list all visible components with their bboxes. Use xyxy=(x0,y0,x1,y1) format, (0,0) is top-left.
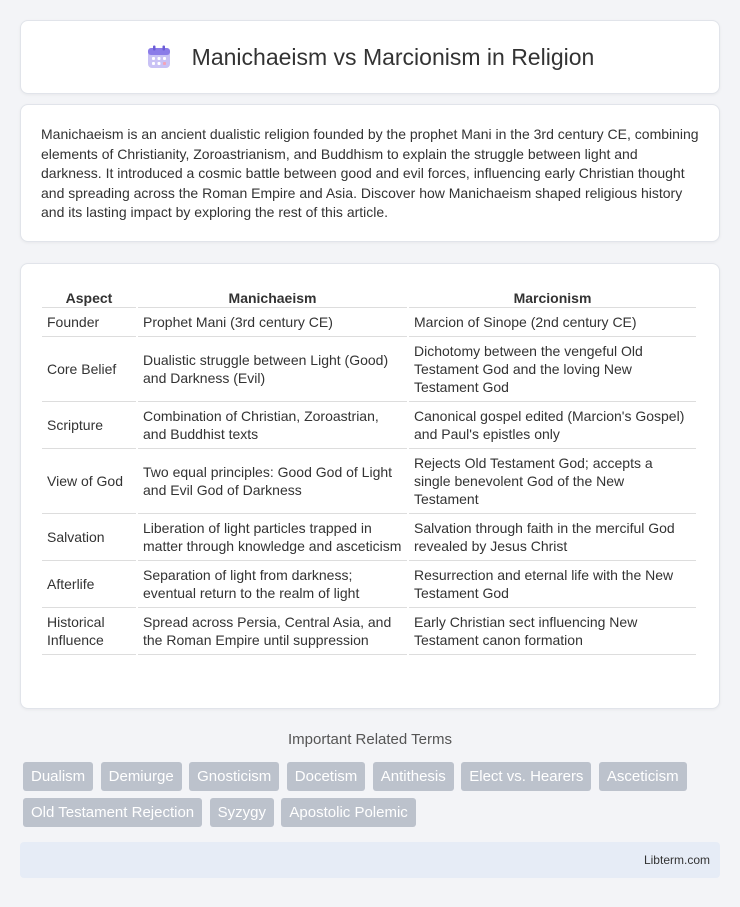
cell-aspect: Scripture xyxy=(42,402,136,449)
related-terms-list xyxy=(23,762,723,834)
intro-text: Manichaeism is an ancient dualistic religion founded by the prophet Mani in the 3rd century CE, combining elements of Christianity, Zoroastrianism, and Buddhism to explain the struggle between light and darkness. It introduced a cosmic battle between good and evil forces, influencing early Christian thought and spreading across the Roman Empire and Asia. Discover how Manichaeism shaped religious history and its lasting impact by exploring the rest of this article. xyxy=(41,126,699,220)
tag-demiurge[interactable]: Demiurge xyxy=(101,762,182,791)
header-aspect: Aspect xyxy=(42,282,136,308)
table-row xyxy=(42,449,696,514)
cell-manichaeism: Liberation of light particles trapped in matter through knowledge and asceticism xyxy=(138,514,407,561)
tag-gnosticism[interactable]: Gnosticism xyxy=(189,762,279,791)
footer-brand-link[interactable]: Libterm.com xyxy=(643,853,710,867)
tag-docetism[interactable]: Docetism xyxy=(287,762,366,791)
comparison-table xyxy=(40,282,698,655)
header-manichaeism: Manichaeism xyxy=(138,282,407,308)
cell-manichaeism: Separation of light from darkness; eventual return to the realm of light xyxy=(138,561,407,608)
table-row xyxy=(42,561,696,608)
cell-manichaeism: Prophet Mani (3rd century CE) xyxy=(138,308,407,337)
footer xyxy=(20,842,720,878)
tag-syzygy[interactable]: Syzygy xyxy=(210,798,274,827)
title-card xyxy=(20,20,720,94)
cell-aspect: Salvation xyxy=(42,514,136,561)
tag-antithesis[interactable]: Antithesis xyxy=(373,762,454,791)
tag-asceticism[interactable]: Asceticism xyxy=(599,762,687,791)
intro-card xyxy=(20,104,720,242)
cell-aspect: Afterlife xyxy=(42,561,136,608)
tag-apostolic-polemic[interactable]: Apostolic Polemic xyxy=(281,798,415,827)
cell-marcionism: Marcion of Sinope (2nd century CE) xyxy=(409,308,696,337)
cell-marcionism: Canonical gospel edited (Marcion's Gospel) and Paul's epistles only xyxy=(409,402,696,449)
calendar-icon xyxy=(146,44,172,70)
cell-marcionism: Rejects Old Testament God; accepts a single benevolent God of the New Testament xyxy=(409,449,696,514)
cell-manichaeism: Spread across Persia, Central Asia, and the Roman Empire until suppression xyxy=(138,608,407,655)
cell-marcionism: Resurrection and eternal life with the New Testament God xyxy=(409,561,696,608)
page-title: Manichaeism vs Marcionism in Religion xyxy=(191,43,595,70)
table-row xyxy=(42,514,696,561)
table-row xyxy=(42,608,696,655)
tag-dualism[interactable]: Dualism xyxy=(23,762,93,791)
cell-aspect: View of God xyxy=(42,449,136,514)
cell-marcionism: Salvation through faith in the merciful God revealed by Jesus Christ xyxy=(409,514,696,561)
tag-elect-vs-hearers[interactable]: Elect vs. Hearers xyxy=(461,762,591,791)
comparison-table-card xyxy=(20,263,720,709)
cell-aspect: Historical Influence xyxy=(42,608,136,655)
cell-aspect: Core Belief xyxy=(42,337,136,402)
cell-aspect: Founder xyxy=(42,308,136,337)
table-row xyxy=(42,402,696,449)
tag-old-testament-rejection[interactable]: Old Testament Rejection xyxy=(23,798,202,827)
cell-manichaeism: Two equal principles: Good God of Light and Evil God of Darkness xyxy=(138,449,407,514)
header-marcionism: Marcionism xyxy=(409,282,696,308)
related-terms-title: Important Related Terms xyxy=(288,731,452,748)
cell-manichaeism: Combination of Christian, Zoroastrian, and Buddhist texts xyxy=(138,402,407,449)
table-row xyxy=(42,337,696,402)
cell-manichaeism: Dualistic struggle between Light (Good) and Darkness (Evil) xyxy=(138,337,407,402)
table-row xyxy=(42,308,696,337)
cell-marcionism: Dichotomy between the vengeful Old Testament God and the loving New Testament God xyxy=(409,337,696,402)
cell-marcionism: Early Christian sect influencing New Testament canon formation xyxy=(409,608,696,655)
table-header-row xyxy=(42,282,696,308)
